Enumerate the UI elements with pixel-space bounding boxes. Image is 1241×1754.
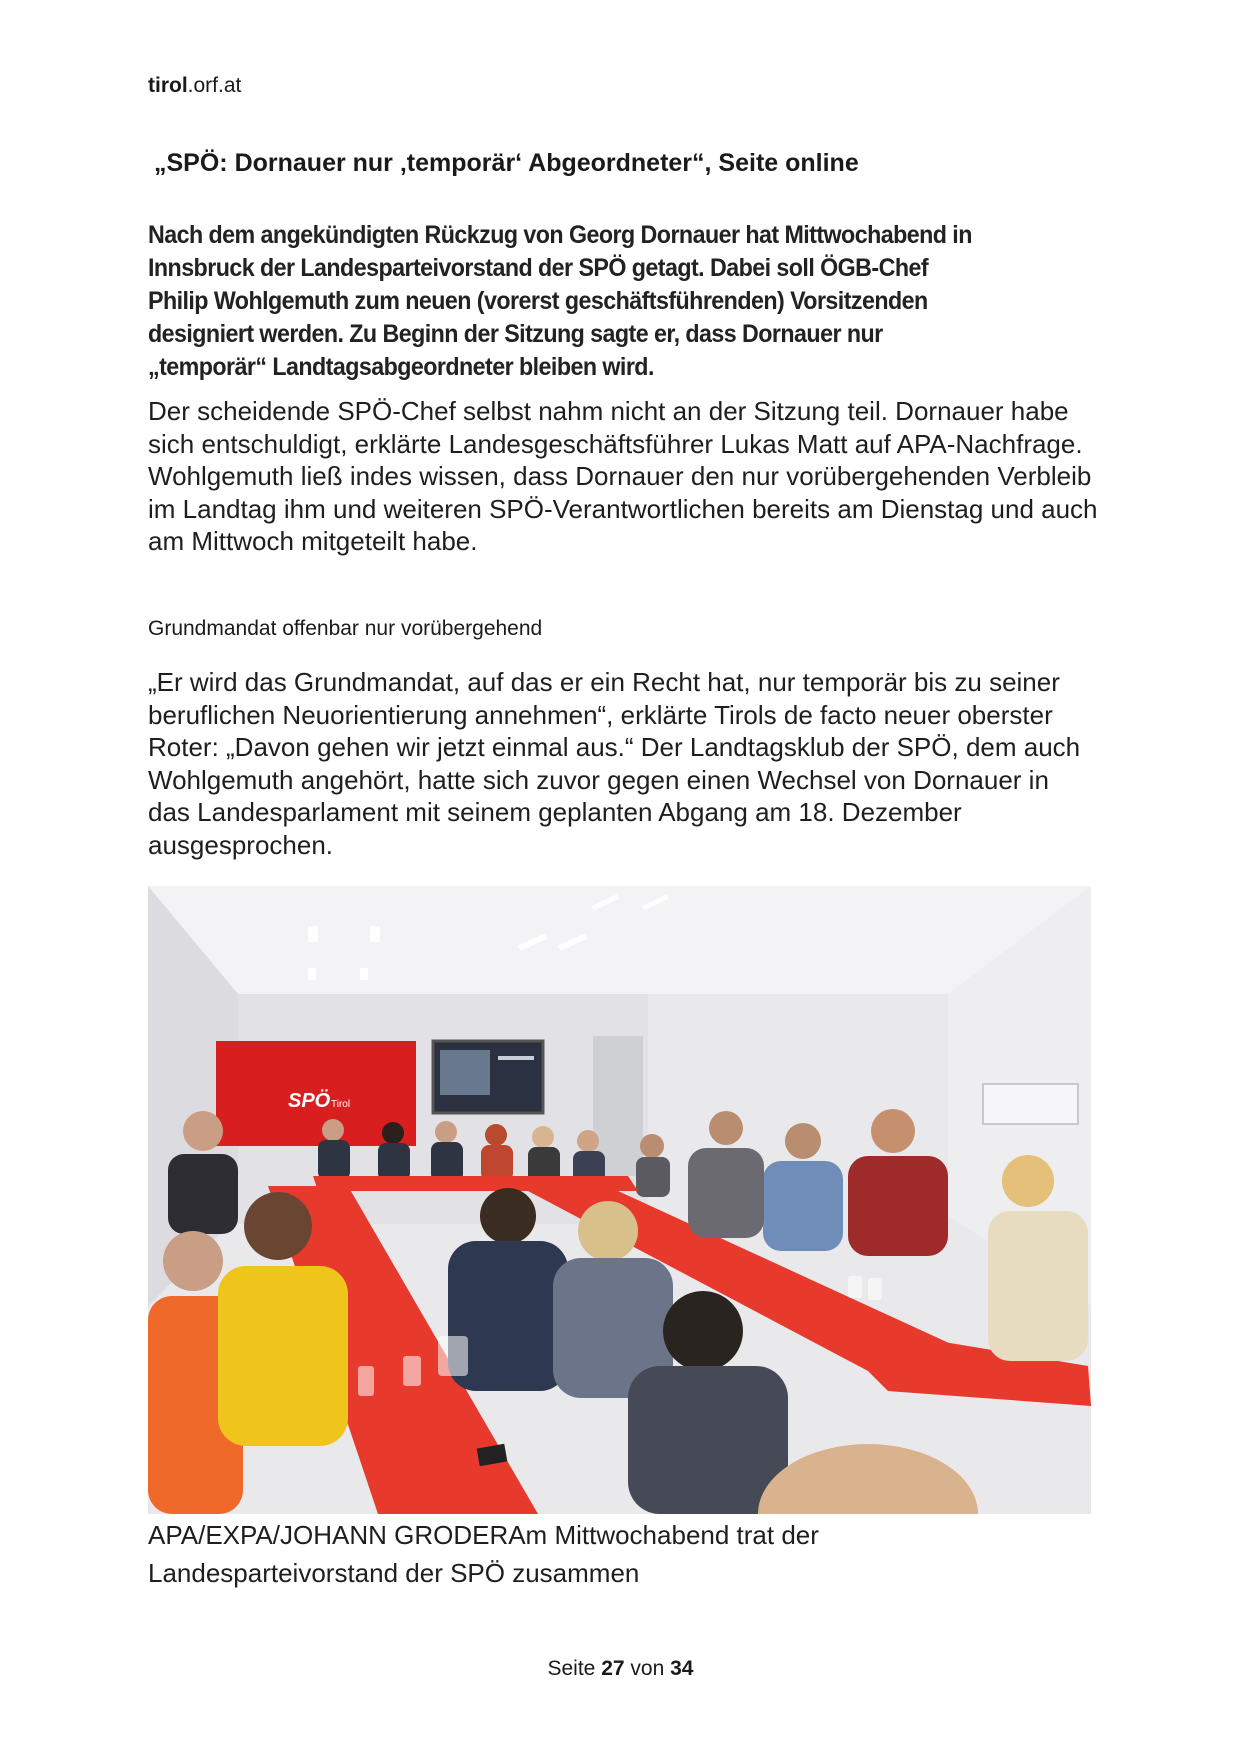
article-photo — [148, 886, 1091, 1514]
banner-logo: SPÖ — [288, 1090, 331, 1112]
article-paragraph-1: Der scheidende SPÖ-Chef selbst nahm nicht an der Sitzung teil. Dornauer habe sich entschuldigt, erklärte Landesgeschäftsführer Lukas Matt auf APA-Nachfrage. Wohlgemuth ließ indes wissen, dass Dornauer den nur vorübergehenden Verbleib im Landtag ihm und weiteren SPÖ-Verantwortlichen bereits am Dienstag und auch am Mittwoch mitgeteilt habe. — [148, 396, 1098, 556]
photo-caption: APA/EXPA/JOHANN GRODERAm Mittwochabend trat der Landesparteivorstand der SPÖ zusammen — [148, 1520, 819, 1588]
article-subheading: Grundmandat offenbar nur vorübergehend — [148, 617, 543, 640]
article-paragraph-2: „Er wird das Grundmandat, auf das er ein Recht hat, nur temporär bis zu seiner beruflichen Neuorientierung annehmen“, erklärte Tirols de facto neuer oberster Roter: „Davon gehen wir jetzt einmal aus.“ Der Landtagsklub der SPÖ, dem auch Wohlgemuth angehört, hatte sich zuvor gegen einen Wechsel von Dornauer in das Landesparlament mit seinem geplanten Abgang am 18. Dezember ausgesprochen. — [148, 667, 1081, 860]
article-lead: Nach dem angekündigten Rückzug von Georg Dornauer hat Mittwochabend in Innsbruck der Landesparteivorstand der SPÖ getagt. Dabei soll ÖGB-Chef Philip Wohlgemuth zum neuen (vorerst geschäftsführenden) Vorsitzenden designiert werden. Zu Beginn der Sitzung sagte er, dass Dornauer nur „temporär“ Landtagsabgeordneter bleiben wird. — [148, 221, 972, 381]
banner-logo-sub: Tirol — [331, 1099, 351, 1110]
page-footer: Seite 27 von 34 — [547, 1657, 694, 1680]
wall-panel — [983, 1084, 1078, 1124]
article-title: „SPÖ: Dornauer nur ‚temporär‘ Abgeordneter“, Seite online — [154, 149, 859, 177]
source-label: tirol.orf.at — [148, 74, 242, 97]
